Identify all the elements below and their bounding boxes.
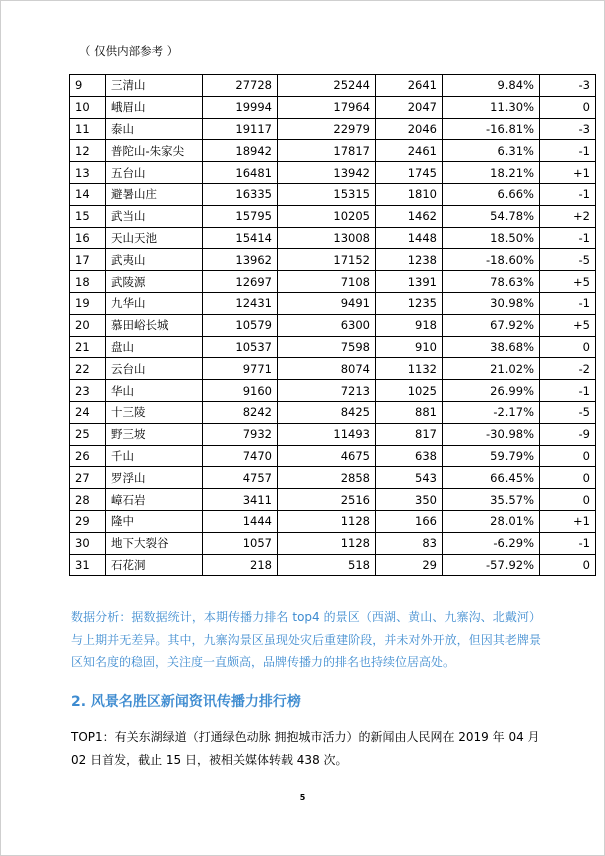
ranking-table-body bbox=[70, 75, 596, 576]
scenic-area-name: 泰山 bbox=[106, 118, 203, 140]
scenic-area-name: 九华山 bbox=[106, 292, 203, 314]
section-heading: 2. 风景名胜区新闻资讯传播力排行榜 bbox=[71, 694, 301, 710]
table-row bbox=[70, 489, 596, 511]
table-row bbox=[70, 162, 596, 184]
value-current: 8242 bbox=[203, 401, 278, 423]
value-previous: 6300 bbox=[278, 314, 376, 336]
change-percent: 9.84% bbox=[443, 75, 540, 97]
value-current: 27728 bbox=[203, 75, 278, 97]
value-current: 13962 bbox=[203, 249, 278, 271]
value-current: 19117 bbox=[203, 118, 278, 140]
rank-change: -1 bbox=[540, 183, 596, 205]
value-count: 1025 bbox=[376, 380, 443, 402]
table-row bbox=[70, 249, 596, 271]
change-percent: -2.17% bbox=[443, 401, 540, 423]
rank-cell: 23 bbox=[70, 380, 106, 402]
change-percent: -30.98% bbox=[443, 423, 540, 445]
rank-cell: 25 bbox=[70, 423, 106, 445]
change-percent: 67.92% bbox=[443, 314, 540, 336]
value-previous: 4675 bbox=[278, 445, 376, 467]
scenic-area-name: 三清山 bbox=[106, 75, 203, 97]
rank-change: -1 bbox=[540, 532, 596, 554]
rank-change: -3 bbox=[540, 75, 596, 97]
table-row bbox=[70, 227, 596, 249]
scenic-area-name: 武当山 bbox=[106, 205, 203, 227]
value-count: 2461 bbox=[376, 140, 443, 162]
change-percent: -57.92% bbox=[443, 554, 540, 576]
ranking-table bbox=[69, 74, 596, 576]
change-percent: 30.98% bbox=[443, 292, 540, 314]
rank-change: 0 bbox=[540, 336, 596, 358]
scenic-area-name: 地下大裂谷 bbox=[106, 532, 203, 554]
scenic-area-name: 慕田峪长城 bbox=[106, 314, 203, 336]
value-previous: 17152 bbox=[278, 249, 376, 271]
value-previous: 9491 bbox=[278, 292, 376, 314]
scenic-area-name: 武陵源 bbox=[106, 271, 203, 293]
value-previous: 7598 bbox=[278, 336, 376, 358]
table-row bbox=[70, 554, 596, 576]
table-row bbox=[70, 467, 596, 489]
scenic-area-name: 避暑山庄 bbox=[106, 183, 203, 205]
value-previous: 2858 bbox=[278, 467, 376, 489]
table-row bbox=[70, 183, 596, 205]
rank-cell: 10 bbox=[70, 96, 106, 118]
value-count: 83 bbox=[376, 532, 443, 554]
scenic-area-name: 石花洞 bbox=[106, 554, 203, 576]
rank-cell: 16 bbox=[70, 227, 106, 249]
scenic-area-name: 五台山 bbox=[106, 162, 203, 184]
value-previous: 15315 bbox=[278, 183, 376, 205]
rank-cell: 19 bbox=[70, 292, 106, 314]
scenic-area-name: 华山 bbox=[106, 380, 203, 402]
value-current: 7932 bbox=[203, 423, 278, 445]
rank-change: 0 bbox=[540, 489, 596, 511]
value-current: 218 bbox=[203, 554, 278, 576]
rank-cell: 9 bbox=[70, 75, 106, 97]
rank-cell: 28 bbox=[70, 489, 106, 511]
table-row bbox=[70, 118, 596, 140]
rank-change: -1 bbox=[540, 140, 596, 162]
value-count: 1448 bbox=[376, 227, 443, 249]
rank-change: +1 bbox=[540, 510, 596, 532]
change-percent: -18.60% bbox=[443, 249, 540, 271]
value-count: 918 bbox=[376, 314, 443, 336]
rank-change: +5 bbox=[540, 271, 596, 293]
value-previous: 8425 bbox=[278, 401, 376, 423]
value-previous: 7213 bbox=[278, 380, 376, 402]
rank-change: -1 bbox=[540, 292, 596, 314]
rank-change: -5 bbox=[540, 249, 596, 271]
change-percent: 21.02% bbox=[443, 358, 540, 380]
table-row bbox=[70, 423, 596, 445]
value-count: 1462 bbox=[376, 205, 443, 227]
rank-cell: 17 bbox=[70, 249, 106, 271]
value-current: 15795 bbox=[203, 205, 278, 227]
value-count: 1810 bbox=[376, 183, 443, 205]
table-row bbox=[70, 445, 596, 467]
rank-cell: 14 bbox=[70, 183, 106, 205]
rank-change: 0 bbox=[540, 96, 596, 118]
rank-cell: 31 bbox=[70, 554, 106, 576]
value-current: 12697 bbox=[203, 271, 278, 293]
scenic-area-name: 普陀山-朱家尖 bbox=[106, 140, 203, 162]
value-count: 881 bbox=[376, 401, 443, 423]
rank-change: +5 bbox=[540, 314, 596, 336]
table-row bbox=[70, 401, 596, 423]
value-current: 9160 bbox=[203, 380, 278, 402]
value-current: 3411 bbox=[203, 489, 278, 511]
change-percent: 6.31% bbox=[443, 140, 540, 162]
rank-change: 0 bbox=[540, 467, 596, 489]
value-current: 1057 bbox=[203, 532, 278, 554]
change-percent: 78.63% bbox=[443, 271, 540, 293]
value-previous: 518 bbox=[278, 554, 376, 576]
scenic-area-name: 峨眉山 bbox=[106, 96, 203, 118]
value-count: 638 bbox=[376, 445, 443, 467]
value-previous: 2516 bbox=[278, 489, 376, 511]
value-current: 19994 bbox=[203, 96, 278, 118]
scenic-area-name: 武夷山 bbox=[106, 249, 203, 271]
value-count: 29 bbox=[376, 554, 443, 576]
change-percent: 59.79% bbox=[443, 445, 540, 467]
rank-change: -1 bbox=[540, 380, 596, 402]
value-previous: 17964 bbox=[278, 96, 376, 118]
change-percent: 35.57% bbox=[443, 489, 540, 511]
rank-change: -3 bbox=[540, 118, 596, 140]
scenic-area-name: 十三陵 bbox=[106, 401, 203, 423]
value-current: 12431 bbox=[203, 292, 278, 314]
value-previous: 22979 bbox=[278, 118, 376, 140]
value-previous: 11493 bbox=[278, 423, 376, 445]
rank-cell: 13 bbox=[70, 162, 106, 184]
value-current: 10579 bbox=[203, 314, 278, 336]
data-analysis-paragraph: 数据分析：据数据统计，本期传播力排名 top4 的景区（西湖、黄山、九寨沟、北戴河）与上期并无差异。其中，九寨沟景区虽现处灾后重建阶段，并未对外开放，但因其老牌景区知名度的稳固，关注度一直颇高，品牌传播力的排名也持续位居高处。 bbox=[71, 610, 541, 669]
table-row bbox=[70, 314, 596, 336]
value-current: 10537 bbox=[203, 336, 278, 358]
scenic-area-name: 嶂石岩 bbox=[106, 489, 203, 511]
value-current: 9771 bbox=[203, 358, 278, 380]
scenic-area-name: 盘山 bbox=[106, 336, 203, 358]
scenic-area-name: 千山 bbox=[106, 445, 203, 467]
table-row bbox=[70, 336, 596, 358]
table-row bbox=[70, 510, 596, 532]
value-count: 2046 bbox=[376, 118, 443, 140]
value-count: 910 bbox=[376, 336, 443, 358]
table-row bbox=[70, 292, 596, 314]
rank-change: 0 bbox=[540, 554, 596, 576]
change-percent: 18.50% bbox=[443, 227, 540, 249]
value-count: 166 bbox=[376, 510, 443, 532]
value-current: 4757 bbox=[203, 467, 278, 489]
value-count: 817 bbox=[376, 423, 443, 445]
table-row bbox=[70, 96, 596, 118]
rank-change: 0 bbox=[540, 445, 596, 467]
rank-cell: 11 bbox=[70, 118, 106, 140]
rank-cell: 21 bbox=[70, 336, 106, 358]
change-percent: 11.30% bbox=[443, 96, 540, 118]
change-percent: 54.78% bbox=[443, 205, 540, 227]
change-percent: 6.66% bbox=[443, 183, 540, 205]
value-current: 16335 bbox=[203, 183, 278, 205]
rank-change: -1 bbox=[540, 227, 596, 249]
rank-change: +1 bbox=[540, 162, 596, 184]
value-previous: 17817 bbox=[278, 140, 376, 162]
top1-paragraph: TOP1：有关东湖绿道（打通绿色动脉 拥抱城市活力）的新闻由人民网在 2019 年 04 月 02 日首发，截止 15 日，被相关媒体转载 438 次。 bbox=[71, 730, 540, 767]
table-row bbox=[70, 380, 596, 402]
change-percent: -6.29% bbox=[443, 532, 540, 554]
rank-change: -2 bbox=[540, 358, 596, 380]
value-count: 1745 bbox=[376, 162, 443, 184]
rank-cell: 27 bbox=[70, 467, 106, 489]
value-count: 1238 bbox=[376, 249, 443, 271]
value-count: 1235 bbox=[376, 292, 443, 314]
value-count: 350 bbox=[376, 489, 443, 511]
rank-cell: 26 bbox=[70, 445, 106, 467]
rank-cell: 20 bbox=[70, 314, 106, 336]
scenic-area-name: 罗浮山 bbox=[106, 467, 203, 489]
value-previous: 1128 bbox=[278, 532, 376, 554]
change-percent: 28.01% bbox=[443, 510, 540, 532]
table-row bbox=[70, 271, 596, 293]
value-current: 16481 bbox=[203, 162, 278, 184]
page-number: 5 bbox=[299, 793, 306, 802]
table-row bbox=[70, 75, 596, 97]
rank-cell: 12 bbox=[70, 140, 106, 162]
value-previous: 7108 bbox=[278, 271, 376, 293]
rank-cell: 24 bbox=[70, 401, 106, 423]
rank-change: -9 bbox=[540, 423, 596, 445]
rank-cell: 22 bbox=[70, 358, 106, 380]
value-previous: 1128 bbox=[278, 510, 376, 532]
rank-cell: 18 bbox=[70, 271, 106, 293]
value-current: 18942 bbox=[203, 140, 278, 162]
value-count: 2047 bbox=[376, 96, 443, 118]
value-previous: 13008 bbox=[278, 227, 376, 249]
change-percent: 38.68% bbox=[443, 336, 540, 358]
table-row bbox=[70, 358, 596, 380]
rank-cell: 29 bbox=[70, 510, 106, 532]
change-percent: 18.21% bbox=[443, 162, 540, 184]
scenic-area-name: 云台山 bbox=[106, 358, 203, 380]
rank-cell: 30 bbox=[70, 532, 106, 554]
change-percent: -16.81% bbox=[443, 118, 540, 140]
rank-change: +2 bbox=[540, 205, 596, 227]
internal-reference-note: （ 仅供内部参考 ） bbox=[79, 44, 179, 58]
value-previous: 25244 bbox=[278, 75, 376, 97]
value-previous: 13942 bbox=[278, 162, 376, 184]
value-count: 1132 bbox=[376, 358, 443, 380]
value-current: 15414 bbox=[203, 227, 278, 249]
table-row bbox=[70, 140, 596, 162]
rank-cell: 15 bbox=[70, 205, 106, 227]
scenic-area-name: 野三坡 bbox=[106, 423, 203, 445]
value-count: 1391 bbox=[376, 271, 443, 293]
value-current: 1444 bbox=[203, 510, 278, 532]
table-row bbox=[70, 532, 596, 554]
value-current: 7470 bbox=[203, 445, 278, 467]
change-percent: 66.45% bbox=[443, 467, 540, 489]
table-row bbox=[70, 205, 596, 227]
value-count: 2641 bbox=[376, 75, 443, 97]
value-previous: 10205 bbox=[278, 205, 376, 227]
scenic-area-name: 隆中 bbox=[106, 510, 203, 532]
value-previous: 8074 bbox=[278, 358, 376, 380]
rank-change: -5 bbox=[540, 401, 596, 423]
scenic-area-name: 天山天池 bbox=[106, 227, 203, 249]
change-percent: 26.99% bbox=[443, 380, 540, 402]
value-count: 543 bbox=[376, 467, 443, 489]
